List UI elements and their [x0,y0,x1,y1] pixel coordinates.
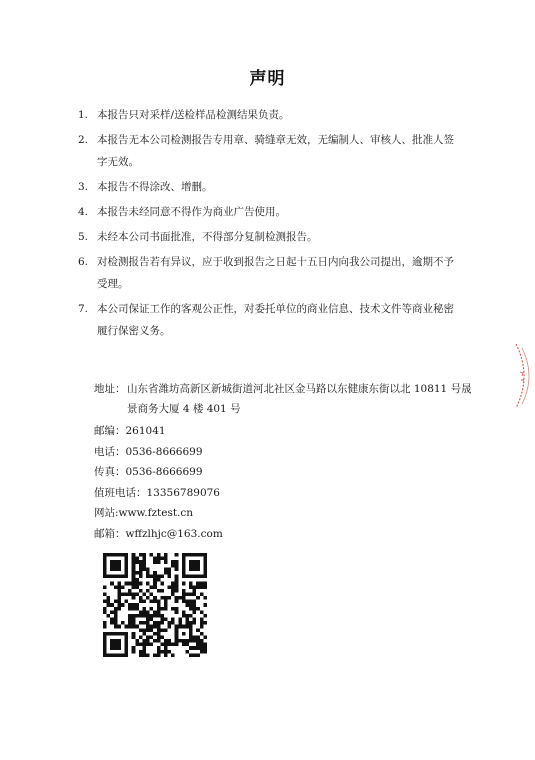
statement-text: 本报告只对采样/送检样品检测结果负责。 [97,109,290,121]
address [94,379,474,419]
statement-item [78,104,463,126]
statement-text: 对检测报告若有异议，应于收到报告之日起十五日内向我公司提出，逾期不予受理。 [97,256,454,290]
statement-item [78,129,463,173]
address-value: 山东省潍坊高新区新城街道河北社区金马路以东健康东街以北 10811 号晟景商务大厦 4 楼 401 号 [127,383,472,415]
statement-item [78,251,463,295]
statement-item [78,201,463,223]
phone: 电话：0536-8666699 [94,445,203,458]
address-label: 地址： [94,383,126,395]
statement-text: 未经本公司书面批准，不得部分复制检测报告。 [97,231,318,243]
page-title: 声明 [249,69,286,89]
statement-number: 2. [78,134,89,146]
statement-number: 5. [78,231,89,243]
seal-edge-icon [510,342,534,410]
statement-item [78,226,463,248]
duty-phone: 值班电话：13356789076 [94,486,220,499]
qr-code-icon [103,553,207,657]
statement-item [78,176,463,198]
statement-item [78,298,463,342]
statement-number: 1. [78,109,89,121]
statement-text: 本报告未经同意不得作为商业广告使用。 [97,206,286,218]
email: 邮箱：wffzlhjc@163.com [94,527,223,540]
contact-block [94,379,474,544]
fax: 传真：0536-8666699 [94,466,203,478]
statement-text: 本报告不得涂改、增删。 [97,181,213,193]
statement-number: 7. [78,303,89,315]
statement-number: 3. [78,181,89,193]
statement-text: 本报告无本公司检测报告专用章、骑缝章无效，无编制人、审核人、批准人签字无效。 [97,134,454,168]
statement-list [78,104,463,345]
postcode: 邮编：261041 [94,425,166,437]
statement-number: 6. [78,256,89,268]
statement-text: 本公司保证工作的客观公正性，对委托单位的商业信息、技术文件等商业秘密履行保密义务。 [97,303,454,337]
website: 网站:www.fztest.cn [94,507,194,519]
statement-number: 4. [78,206,89,218]
